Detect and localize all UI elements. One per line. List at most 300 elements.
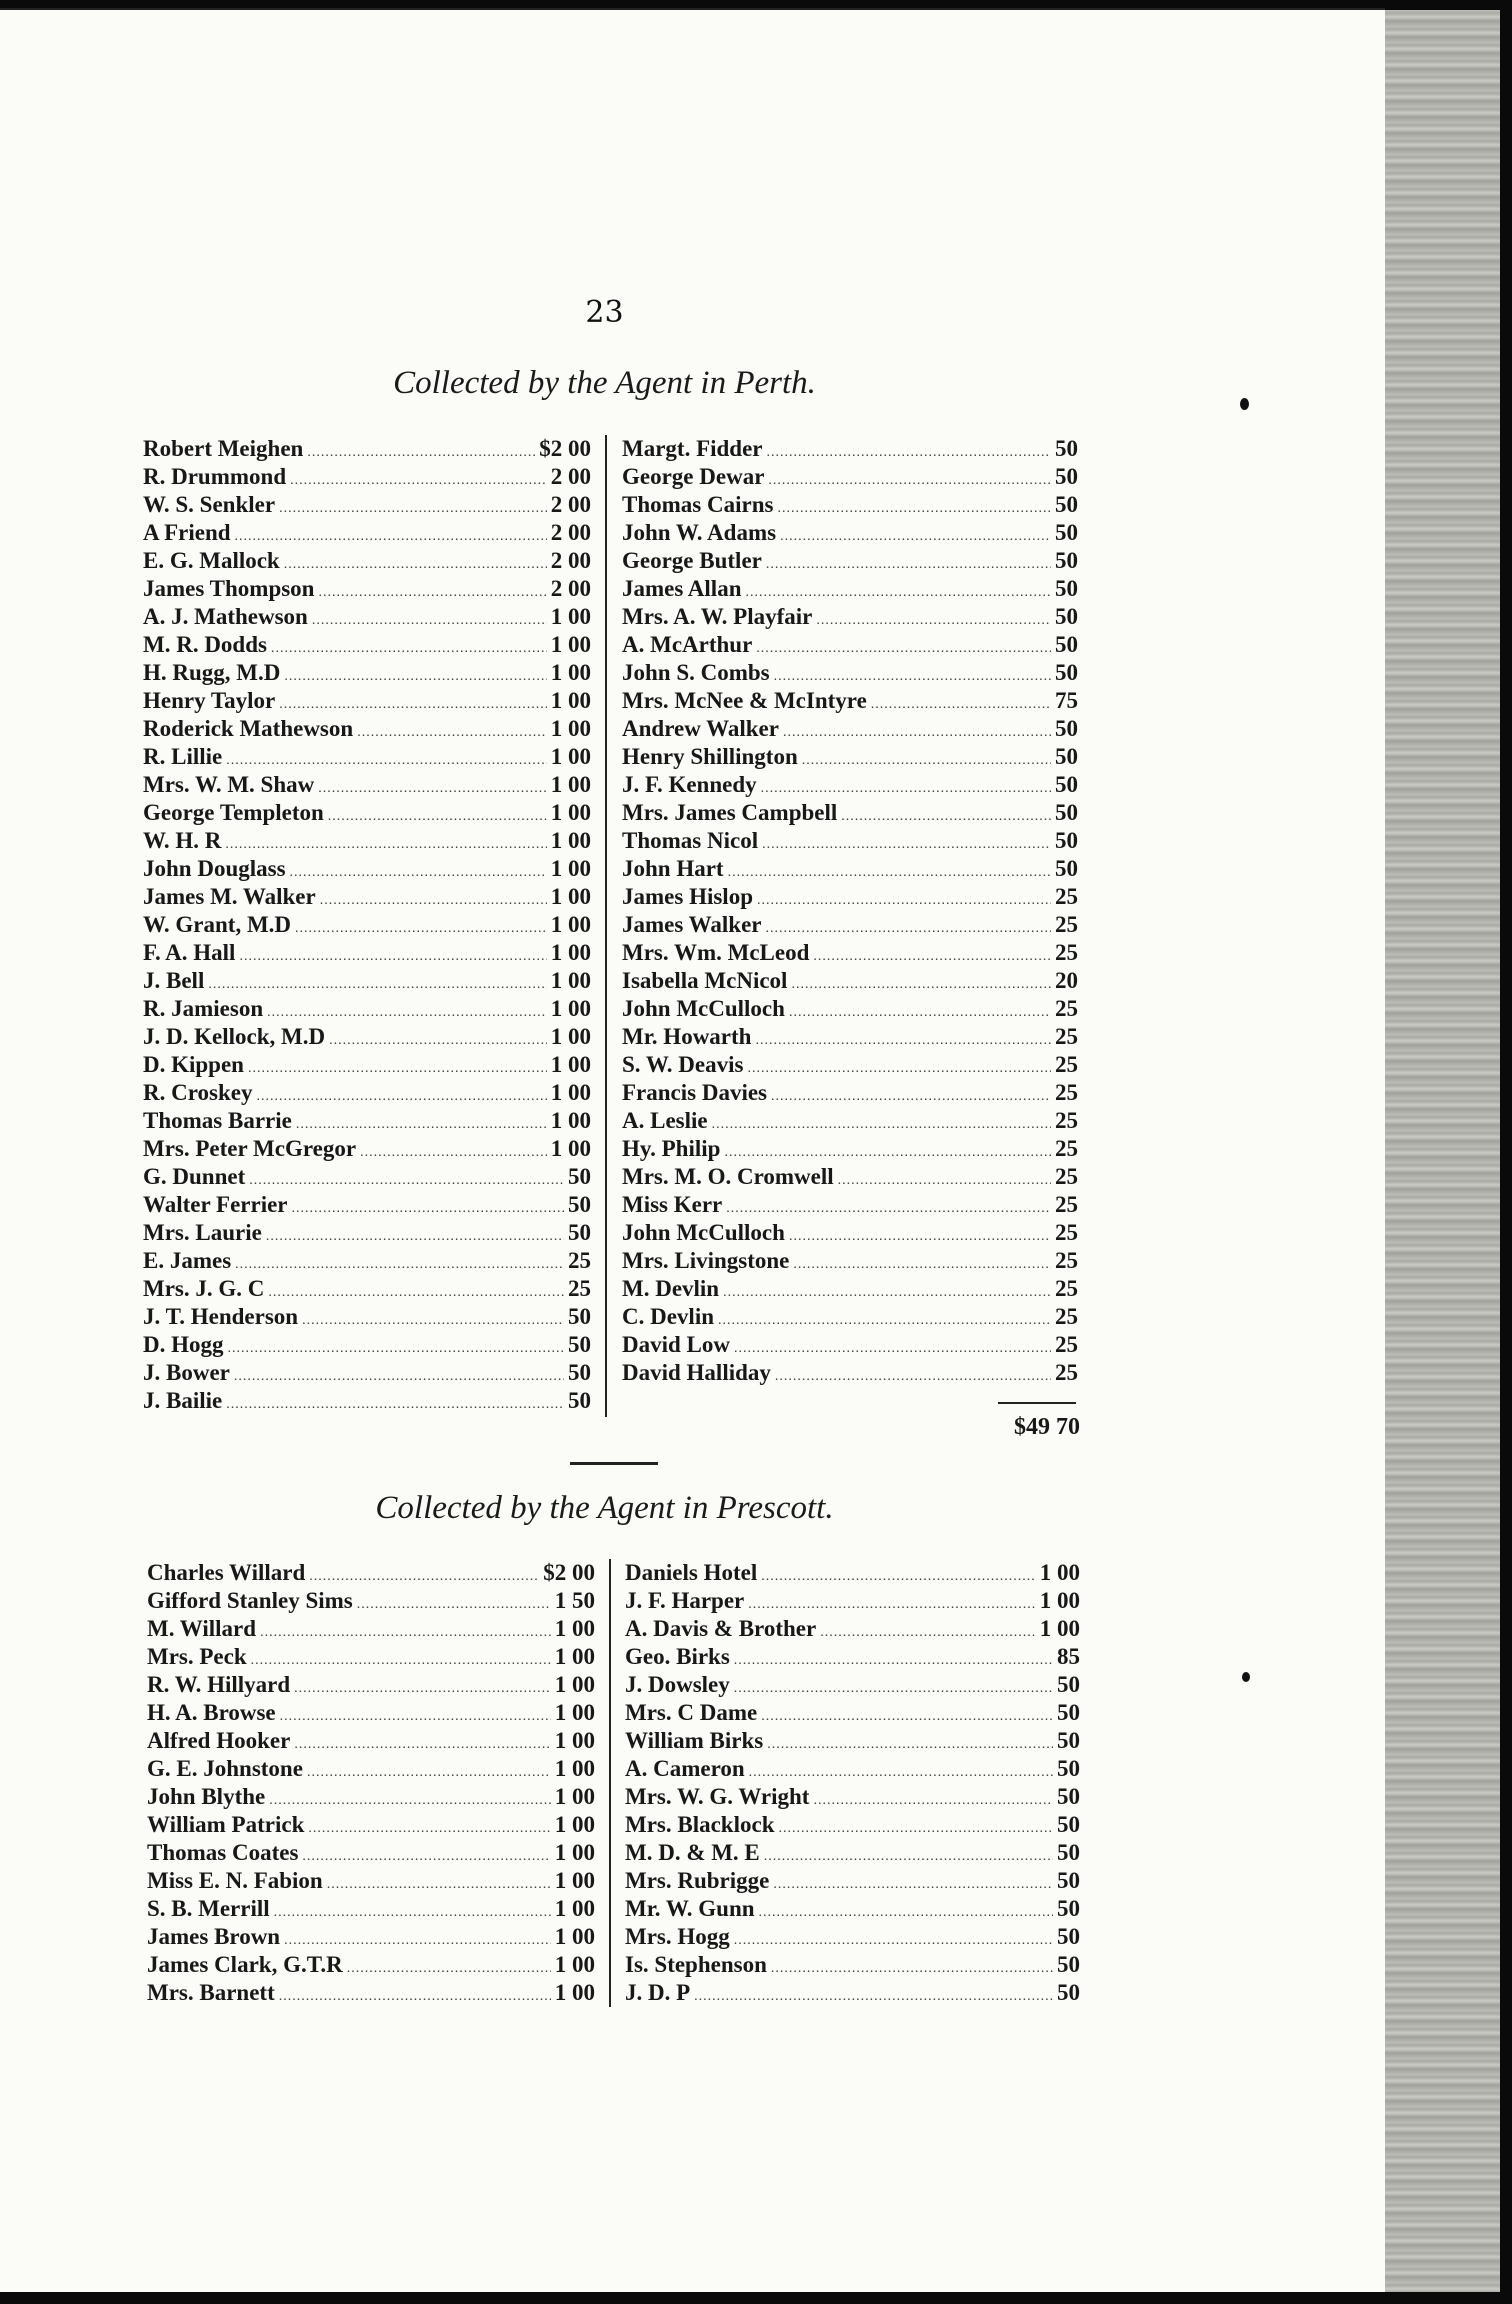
donor-row [147,1895,595,1923]
donation-amount: 1 00 [550,968,591,993]
donor-name: W. Grant, M.D [143,912,292,937]
donation-amount: 25 [1055,1136,1078,1161]
donation-amount: 50 [568,1192,591,1217]
donor-name: J. F. Harper [625,1588,745,1613]
donor-row [622,743,1078,771]
donor-row [622,575,1078,603]
donation-amount: 1 00 [554,1868,595,1893]
donation-amount: 50 [1057,1756,1080,1781]
donor-name: Thomas Cairns [622,492,774,517]
donation-amount: 1 00 [550,632,591,657]
donor-row [143,631,591,659]
donor-row [622,1275,1078,1303]
donor-name: R. W. Hillyard [147,1672,291,1697]
section-separator [570,1462,658,1465]
donation-amount: 1 00 [550,828,591,853]
donor-row [143,1303,591,1331]
donation-amount: 50 [1055,548,1078,573]
donation-amount: 1 00 [550,660,591,685]
donor-name: John W. Adams [622,520,777,545]
donation-amount: 25 [1055,1108,1078,1133]
donor-row [622,1247,1078,1275]
donor-row [143,771,591,799]
donor-row [143,1023,591,1051]
donation-amount: 2 00 [550,492,591,517]
donor-name: Mr. W. Gunn [625,1896,755,1921]
donor-row [622,1359,1078,1387]
donor-row [143,911,591,939]
donation-amount: 1 50 [554,1588,595,1613]
donor-name: James Clark, G.T.R [147,1952,343,1977]
perth-left-column [143,435,591,1415]
donation-amount: 1 00 [554,1924,595,1949]
donation-amount: 1 00 [550,856,591,881]
donation-amount: 50 [1057,1840,1080,1865]
donor-row [147,1559,595,1587]
donation-amount: 2 00 [550,520,591,545]
donor-name: Margt. Fidder [622,436,763,461]
donor-row [622,1135,1078,1163]
donor-row [143,743,591,771]
donor-row [147,1867,595,1895]
donor-row [625,1951,1080,1979]
donor-name: Thomas Nicol [622,828,759,853]
donation-amount: 1 00 [554,1644,595,1669]
ink-spot [1240,398,1249,410]
donation-amount: 1 00 [550,1136,591,1161]
donation-amount: 20 [1055,968,1078,993]
donation-amount: 50 [1055,436,1078,461]
donor-row [143,1387,591,1415]
donor-name: S. W. Deavis [622,1052,744,1077]
donor-name: R. Croskey [143,1080,253,1105]
donation-amount: 50 [1055,744,1078,769]
donor-name: Mrs. Hogg [625,1924,730,1949]
donation-amount: 25 [568,1248,591,1273]
donor-row [143,1331,591,1359]
donation-amount: 85 [1057,1644,1080,1669]
donation-amount: 25 [1055,1024,1078,1049]
donor-row [147,1755,595,1783]
donor-row [625,1643,1080,1671]
donation-amount: 50 [1057,1896,1080,1921]
donor-name: A. McArthur [622,632,753,657]
page-number: 23 [585,295,624,330]
donation-amount: 50 [568,1164,591,1189]
perth-total: $49 70 [1014,1414,1080,1440]
donor-row [622,1079,1078,1107]
donor-row [143,463,591,491]
donation-amount: 2 00 [550,576,591,601]
donor-name: David Low [622,1332,730,1357]
donation-amount: 50 [1055,576,1078,601]
donation-amount: 1 00 [1039,1616,1080,1641]
donor-name: Henry Shillington [622,744,798,769]
donation-amount: 50 [1055,828,1078,853]
donor-name: James Walker [622,912,762,937]
donor-row [143,547,591,575]
donation-amount: 1 00 [554,1840,595,1865]
donation-amount: 25 [1055,1080,1078,1105]
donation-amount: 50 [1057,1924,1080,1949]
donation-amount: 1 00 [554,1756,595,1781]
donation-amount: 50 [1055,856,1078,881]
donor-name: E. James [143,1248,232,1273]
donation-amount: 25 [1055,1052,1078,1077]
donor-name: Mrs. Peter McGregor [143,1136,357,1161]
donor-name: J. Bailie [143,1388,223,1413]
donor-name: M. R. Dodds [143,632,267,657]
donor-name: Mrs. W. M. Shaw [143,772,315,797]
donation-amount: 2 00 [550,464,591,489]
perth-column-divider [605,435,607,1417]
donation-amount: 1 00 [554,1700,595,1725]
donation-amount: 1 00 [554,1672,595,1697]
donor-name: James Allan [622,576,742,601]
donor-row [147,1951,595,1979]
donor-name: Thomas Coates [147,1840,299,1865]
donor-row [625,1727,1080,1755]
donor-row [147,1783,595,1811]
leader-dots [694,1983,1053,2011]
donation-amount: 25 [1055,996,1078,1021]
ink-spot [1242,1672,1250,1682]
donor-row [143,491,591,519]
donor-name: Roderick Mathewson [143,716,354,741]
donor-row [622,463,1078,491]
donation-amount: 1 00 [554,1784,595,1809]
donation-amount: 50 [1057,1784,1080,1809]
donor-name: F. A. Hall [143,940,236,965]
donor-row [622,1303,1078,1331]
donation-amount: 50 [568,1220,591,1245]
donor-name: Henry Taylor [143,688,276,713]
donor-name: A. Cameron [625,1756,745,1781]
donor-name: David Halliday [622,1360,771,1385]
donation-amount: 50 [1055,464,1078,489]
donation-amount: 75 [1055,688,1078,713]
donor-name: M. Devlin [622,1276,720,1301]
donation-amount: 50 [568,1304,591,1329]
donor-name: Geo. Birks [625,1644,730,1669]
donation-amount: 1 00 [554,1952,595,1977]
donor-row [143,799,591,827]
donor-row [622,631,1078,659]
donor-row [143,603,591,631]
donor-row [143,1359,591,1387]
donation-amount: 50 [1055,800,1078,825]
donation-amount: 50 [1057,1980,1080,2005]
donor-name: S. B. Merrill [147,1896,270,1921]
donor-row [625,1923,1080,1951]
donor-row [625,1811,1080,1839]
donor-row [143,939,591,967]
donor-row [143,1275,591,1303]
donation-amount: 50 [1055,660,1078,685]
donation-amount: 25 [1055,884,1078,909]
donor-row [147,1643,595,1671]
donor-name: Mr. Howarth [622,1024,752,1049]
donation-amount: 50 [1057,1728,1080,1753]
perth-total-rule [998,1402,1076,1404]
donor-row [622,603,1078,631]
donor-row [622,1191,1078,1219]
donor-name: C. Devlin [622,1304,714,1329]
donor-row [625,1783,1080,1811]
donation-amount: 1 00 [1039,1560,1080,1585]
donation-amount: 1 00 [554,1896,595,1921]
donor-row [143,967,591,995]
donor-name: Gifford Stanley Sims [147,1588,353,1613]
donor-row [143,855,591,883]
donor-row [625,1559,1080,1587]
donor-name: Robert Meighen [143,436,304,461]
donor-row [622,855,1078,883]
donation-amount: 1 00 [550,912,591,937]
prescott-column-divider [609,1559,611,2007]
donor-row [622,771,1078,799]
donation-amount: 50 [1057,1812,1080,1837]
donor-name: James Thompson [143,576,315,601]
donor-name: George Butler [622,548,762,573]
donor-row [143,1219,591,1247]
donation-amount: 50 [568,1388,591,1413]
donor-row [622,1107,1078,1135]
document-page [0,8,1385,2292]
donor-name: Francis Davies [622,1080,768,1105]
donor-name: D. Hogg [143,1332,224,1357]
donor-row [143,659,591,687]
donor-name: R. Drummond [143,464,287,489]
donor-row [147,1727,595,1755]
donor-row [622,799,1078,827]
donor-row [143,575,591,603]
donor-name: Mrs. Livingstone [622,1248,790,1273]
donor-name: J. T. Henderson [143,1304,299,1329]
donation-amount: 50 [1057,1672,1080,1697]
donor-row [622,995,1078,1023]
prescott-left-column [147,1559,595,2007]
donor-name: John Hart [622,856,724,881]
donor-name: Hy. Philip [622,1136,721,1161]
donor-row [147,1699,595,1727]
donation-amount: 1 00 [1039,1588,1080,1613]
donor-row [622,967,1078,995]
donation-amount: 50 [1055,716,1078,741]
donation-amount: 1 00 [550,1024,591,1049]
donor-row [625,1699,1080,1727]
donor-name: George Dewar [622,464,765,489]
donor-name: Mrs. W. G. Wright [625,1784,810,1809]
donor-row [622,491,1078,519]
donation-amount: 1 00 [550,1108,591,1133]
donor-row [143,827,591,855]
donor-name: John Blythe [147,1784,266,1809]
donation-amount: $2 00 [539,436,591,461]
donor-name: James Hislop [622,884,753,909]
donor-row [143,519,591,547]
donor-row [143,687,591,715]
donor-row [143,1163,591,1191]
donation-amount: 50 [568,1332,591,1357]
donor-row [622,435,1078,463]
donor-row [622,1219,1078,1247]
donor-name: Mrs. James Campbell [622,800,838,825]
donor-name: Mrs. Rubrigge [625,1868,770,1893]
donor-name: John McCulloch [622,1220,785,1245]
donor-name: Isabella McNicol [622,968,788,993]
donation-amount: 25 [1055,1248,1078,1273]
donation-amount: 1 00 [554,1616,595,1641]
donation-amount: 1 00 [550,884,591,909]
donor-name: J. F. Kennedy [622,772,757,797]
donor-row [147,1839,595,1867]
donor-name: Thomas Barrie [143,1108,292,1133]
donor-name: Mrs. Wm. McLeod [622,940,810,965]
donation-amount: 1 00 [554,1980,595,2005]
donor-row [143,1247,591,1275]
donor-name: A. Leslie [622,1108,708,1133]
donor-name: Miss Kerr [622,1192,723,1217]
donation-amount: 1 00 [550,604,591,629]
donor-name: M. D. & M. E [625,1840,760,1865]
donor-row [143,1107,591,1135]
donor-name: J. D. P [625,1980,691,2005]
perth-section-title: Collected by the Agent in Perth. [393,365,816,401]
donor-name: Mrs. C Dame [625,1700,758,1725]
donor-row [622,1163,1078,1191]
donor-name: Andrew Walker [622,716,779,741]
donor-name: William Patrick [147,1812,305,1837]
donation-amount: 1 00 [550,1052,591,1077]
donor-row [622,939,1078,967]
donation-amount: $2 00 [543,1560,595,1585]
donor-name: Mrs. Barnett [147,1980,275,2005]
donor-row [625,1755,1080,1783]
donor-row [622,883,1078,911]
donor-name: A. Davis & Brother [625,1616,817,1641]
donor-name: Alfred Hooker [147,1728,291,1753]
donor-row [622,519,1078,547]
leader-dots [279,1983,551,2011]
donation-amount: 1 00 [550,800,591,825]
donor-row [625,1895,1080,1923]
donor-name: W. S. Senkler [143,492,276,517]
donor-row [622,687,1078,715]
donation-amount: 50 [568,1360,591,1385]
donation-amount: 1 00 [550,716,591,741]
donor-name: Mrs. Blacklock [625,1812,775,1837]
donor-row [622,827,1078,855]
donation-amount: 25 [1055,1192,1078,1217]
donor-name: Mrs. Peck [147,1644,247,1669]
donor-name: Mrs. McNee & McIntyre [622,688,867,713]
donor-row [143,435,591,463]
donor-row [143,1079,591,1107]
donation-amount: 25 [1055,1220,1078,1245]
donor-row [625,1671,1080,1699]
donation-amount: 1 00 [550,688,591,713]
donor-name: R. Lillie [143,744,223,769]
donor-row [147,1615,595,1643]
donation-amount: 50 [1057,1868,1080,1893]
donor-row [143,1191,591,1219]
donor-name: J. D. Kellock, M.D [143,1024,326,1049]
donor-row [143,1051,591,1079]
donor-row [147,1811,595,1839]
donation-amount: 50 [1055,604,1078,629]
donor-name: James M. Walker [143,884,316,909]
prescott-right-column [625,1559,1080,2007]
donor-name: J. Bell [143,968,205,993]
donor-name: John Douglass [143,856,286,881]
donation-amount: 25 [1055,1360,1078,1385]
donor-name: R. Jamieson [143,996,264,1021]
donor-name: G. E. Johnstone [147,1756,303,1781]
donor-row [625,1867,1080,1895]
donor-row [143,883,591,911]
donor-name: A Friend [143,520,231,545]
perth-right-column [622,435,1078,1387]
donor-name: Daniels Hotel [625,1560,758,1585]
donation-amount: 1 00 [550,996,591,1021]
donation-amount: 25 [1055,1276,1078,1301]
donation-amount: 25 [1055,912,1078,937]
donor-row [147,1979,595,2007]
donation-amount: 25 [1055,940,1078,965]
donation-amount: 25 [1055,1304,1078,1329]
donor-name: Mrs. A. W. Playfair [622,604,813,629]
donor-name: Miss E. N. Fabion [147,1868,323,1893]
donor-name: E. G. Mallock [143,548,280,573]
donor-row [622,547,1078,575]
donation-amount: 1 00 [550,940,591,965]
donor-name: John McCulloch [622,996,785,1021]
donor-row [143,1135,591,1163]
donor-name: A. J. Mathewson [143,604,308,629]
donor-row [622,715,1078,743]
donor-name: Walter Ferrier [143,1192,288,1217]
donation-amount: 25 [1055,1164,1078,1189]
donor-row [622,911,1078,939]
donor-row [625,1839,1080,1867]
donor-row [622,1051,1078,1079]
donor-name: G. Dunnet [143,1164,246,1189]
donor-name: William Birks [625,1728,764,1753]
donor-row [143,995,591,1023]
leader-dots [226,1391,564,1419]
donor-name: Mrs. M. O. Cromwell [622,1164,834,1189]
donation-amount: 1 00 [550,1080,591,1105]
donor-row [625,1587,1080,1615]
donation-amount: 25 [568,1276,591,1301]
donation-amount: 50 [1057,1952,1080,1977]
donation-amount: 50 [1055,772,1078,797]
donor-name: Mrs. J. G. C [143,1276,265,1301]
donation-amount: 1 00 [554,1812,595,1837]
prescott-section-title: Collected by the Agent in Prescott. [375,1490,834,1526]
donor-name: Is. Stephenson [625,1952,767,1977]
donor-name: H. A. Browse [147,1700,276,1725]
donor-name: J. Bower [143,1360,230,1385]
donor-name: John S. Combs [622,660,770,685]
leader-dots [775,1363,1051,1391]
page-edge [1385,10,1500,2292]
donor-row [622,659,1078,687]
donor-name: M. Willard [147,1616,257,1641]
donor-name: H. Rugg, M.D [143,660,281,685]
donor-name: W. H. R [143,828,222,853]
